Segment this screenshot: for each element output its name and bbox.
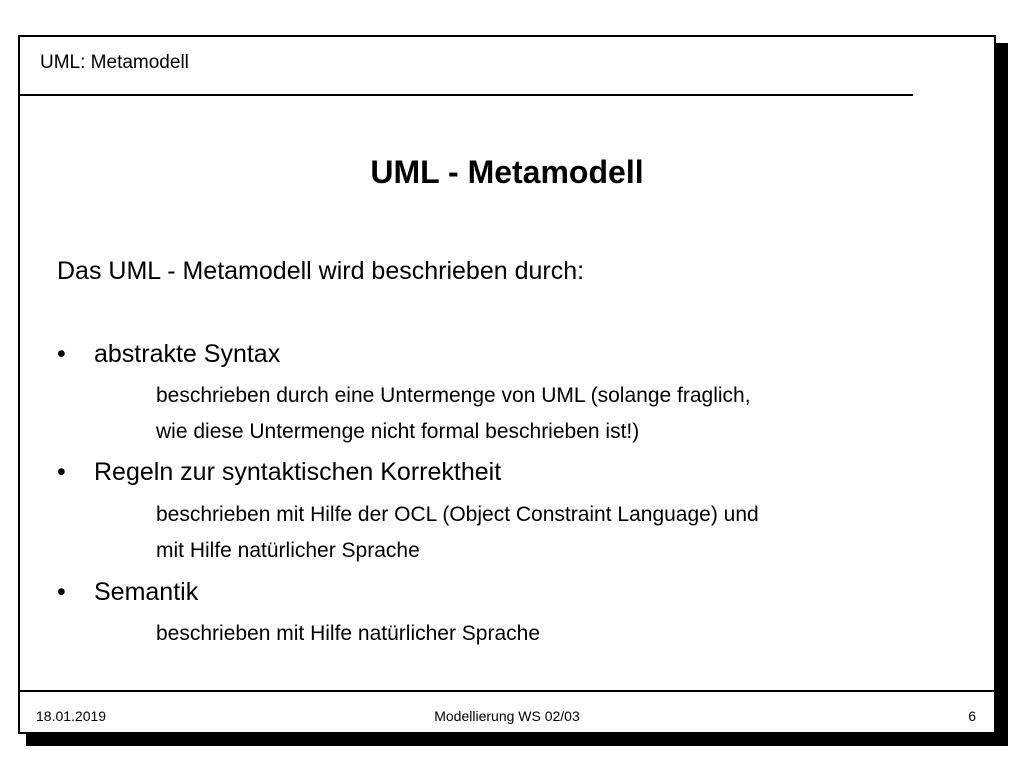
slide-title: UML - Metamodell bbox=[370, 154, 644, 190]
bullet-detail-syntactic-rules bbox=[156, 497, 759, 569]
footer-divider bbox=[20, 690, 994, 692]
detail-line: wie diese Untermenge nicht formal beschrieben ist!) bbox=[156, 420, 640, 443]
detail-line: beschrieben durch eine Untermenge von UML (solange fraglich, bbox=[156, 384, 751, 407]
header-title: UML: Metamodell bbox=[40, 52, 189, 73]
bullet-detail-abstract-syntax bbox=[156, 378, 751, 450]
bullet-icon: • bbox=[57, 340, 66, 368]
bullet-label: abstrakte Syntax bbox=[94, 340, 281, 368]
bullet-label: Regeln zur syntaktischen Korrektheit bbox=[94, 458, 502, 486]
bullet-icon: • bbox=[57, 458, 66, 486]
bullet-icon: • bbox=[57, 578, 66, 606]
page-number: 6 bbox=[968, 708, 976, 724]
bullet-detail-semantics bbox=[156, 616, 540, 652]
bullet-label: Semantik bbox=[94, 578, 199, 606]
header-divider bbox=[20, 94, 913, 96]
slide-frame bbox=[18, 35, 996, 734]
footer-course: Modellierung WS 02/03 bbox=[434, 708, 580, 724]
detail-line: mit Hilfe natürlicher Sprache bbox=[156, 539, 420, 562]
detail-line: beschrieben mit Hilfe natürlicher Sprache bbox=[156, 622, 541, 645]
bullet-item-abstract-syntax bbox=[57, 338, 280, 370]
footer-date: 18.01.2019 bbox=[36, 708, 107, 724]
bullet-item-syntactic-rules bbox=[57, 456, 501, 488]
intro-text: Das UML - Metamodell wird beschrieben durch: bbox=[57, 257, 585, 285]
bullet-item-semantics bbox=[57, 576, 198, 608]
detail-line: beschrieben mit Hilfe der OCL (Object Constraint Language) und bbox=[156, 503, 759, 526]
